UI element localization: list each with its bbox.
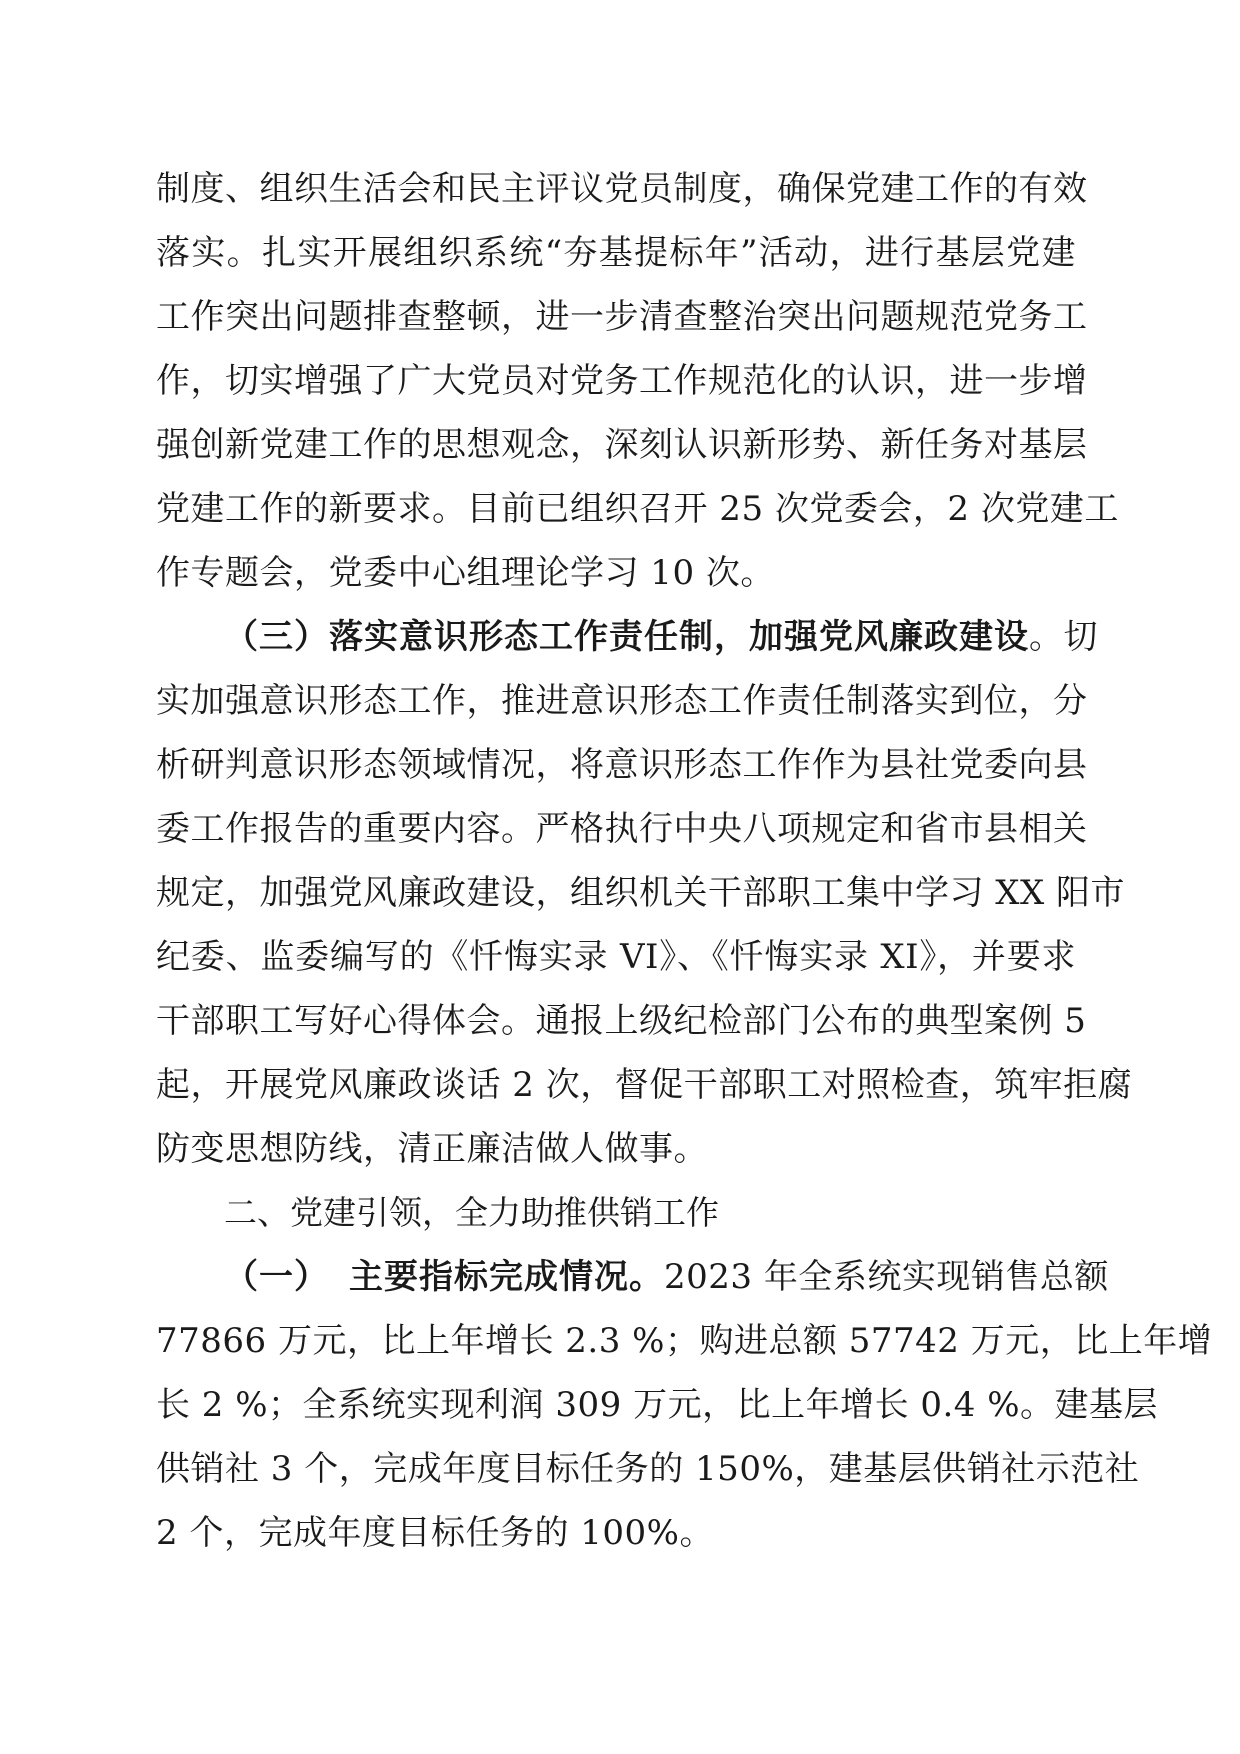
body-text-line: 长 2 %；全系统实现利润 309 万元，比上年增长 0.4 %。建基层 [156,1385,1159,1425]
body-text-line: 党建工作的新要求。目前已组织召开 25 次党委会，2 次党建工 [156,489,1119,529]
body-text-line: 77866 万元，比上年增长 2.3 %；购进总额 57742 万元，比上年增 [156,1321,1213,1361]
body-text-line: 供销社 3 个，完成年度目标任务的 150%，建基层供销社示范社 [156,1449,1140,1489]
body-text-line: 委工作报告的重要内容。严格执行中央八项规定和省市县相关 [156,809,1088,849]
body-text-line: 实加强意识形态工作，推进意识形态工作责任制落实到位，分 [156,681,1088,721]
subheading-line [224,1245,1109,1309]
subheading-tail: 。切 [1029,617,1098,657]
subheading-number: （一） [224,1257,329,1297]
subheading-bold: 主要指标完成情况。 [349,1257,664,1297]
subheading-line [224,605,1098,669]
body-text-line: 防变思想防线，清正廉洁做人做事。 [156,1129,708,1169]
body-text-line: 干部职工写好心得体会。通报上级纪检部门公布的典型案例 5 [156,1001,1087,1041]
body-text-line: 2 个，完成年度目标任务的 100%。 [156,1513,714,1553]
body-text-line: 制度、组织生活会和民主评议党员制度，确保党建工作的有效 [156,169,1088,209]
body-text-line: 工作突出问题排查整顿，进一步清查整治突出问题规范党务工 [156,297,1088,337]
body-text-line: 作，切实增强了广大党员对党务工作规范化的认识，进一步增 [156,361,1088,401]
subheading-tail: 2023 年全系统实现销售总额 [664,1257,1109,1297]
subheading-bold: （三）落实意识形态工作责任制，加强党风廉政建设 [224,617,1029,657]
section-heading: 二、党建引领，全力助推供销工作 [224,1193,719,1232]
body-text-line: 起，开展党风廉政谈话 2 次，督促干部职工对照检查，筑牢拒腐 [156,1065,1133,1105]
body-text-line: 作专题会，党委中心组理论学习 10 次。 [156,553,775,593]
body-text-line: 纪委、监委编写的《忏悔实录 VI》、《忏悔实录 XI》，并要求 [156,937,1076,977]
body-text-line: 析研判意识形态领域情况，将意识形态工作作为县社党委向县 [156,745,1088,785]
body-text-line: 规定，加强党风廉政建设，组织机关干部职工集中学习 XX 阳市 [156,873,1126,913]
body-text-line: 落实。扎实开展组织系统“夯基提标年”活动，进行基层党建 [156,233,1076,273]
body-text-line: 强创新党建工作的思想观念，深刻认识新形势、新任务对基层 [156,425,1088,465]
